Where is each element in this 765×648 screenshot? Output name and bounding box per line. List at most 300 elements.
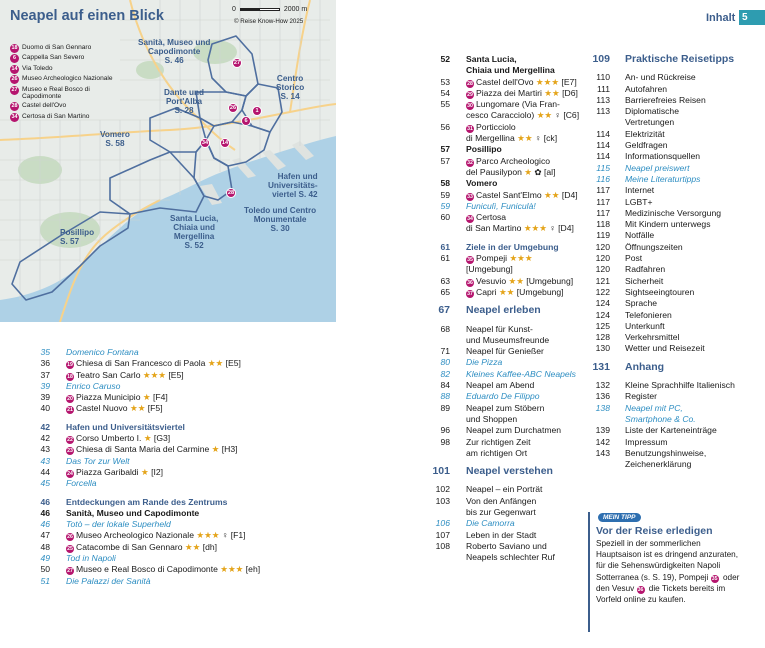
- toc-page-number: 125: [595, 320, 610, 331]
- toc-page-number: 114: [596, 128, 610, 139]
- toc-page-number: 42: [40, 433, 50, 444]
- legend-label: Cappella San Severo: [22, 54, 85, 62]
- toc-text: Das Tor zur Welt: [66, 455, 130, 466]
- toc-entry[interactable]: [426, 122, 592, 133]
- toc-text: [D6]: [559, 87, 578, 98]
- toc-entry[interactable]: [36, 564, 336, 575]
- toc-entry[interactable]: [426, 357, 592, 368]
- toc-entry-text: [466, 65, 592, 76]
- toc-text: [F5]: [145, 403, 163, 414]
- toc-entry-text: [625, 459, 748, 470]
- tip-text-2: oder den Vesuv: [596, 572, 740, 593]
- toc-entry[interactable]: [426, 466, 592, 477]
- toc-page-number: 124: [595, 298, 610, 309]
- toc-entry[interactable]: [426, 223, 592, 234]
- toc-text: Chiaia und Mergellina: [466, 65, 555, 76]
- toc-entry[interactable]: [592, 84, 748, 95]
- toc-entry[interactable]: [592, 391, 748, 402]
- legend-item: [10, 54, 118, 63]
- toc-entry-text: [466, 425, 592, 436]
- toc-entry[interactable]: [592, 95, 748, 106]
- toc-entry[interactable]: [426, 437, 592, 448]
- toc-entry[interactable]: [426, 507, 592, 518]
- toc-text: Internet: [625, 185, 655, 196]
- toc-text: Parco Archeologico: [476, 155, 551, 166]
- toc-text: [Umgebung]: [466, 264, 513, 275]
- toc-entry-text: [66, 433, 336, 444]
- toc-entry[interactable]: [592, 459, 748, 470]
- toc-entry[interactable]: [36, 347, 336, 358]
- toc-entry[interactable]: [36, 553, 336, 564]
- toc-entry[interactable]: [426, 212, 592, 223]
- toc-page-number: 39: [40, 392, 50, 403]
- toc-entry-text: [466, 99, 592, 110]
- toc-page-number: 56: [440, 121, 450, 132]
- toc-text: Enrico Caruso: [66, 380, 121, 391]
- toc-page-number: 84: [440, 380, 450, 391]
- toc-entry-text: [625, 72, 748, 83]
- toc-entry[interactable]: [592, 140, 748, 151]
- toc-page-number: 120: [595, 253, 610, 264]
- tip-pin-pompeji[interactable]: 35: [711, 575, 718, 582]
- toc-page-number: 98: [440, 436, 450, 447]
- toc-entry[interactable]: [592, 185, 748, 196]
- toc-entry[interactable]: [426, 369, 592, 380]
- toc-text: Neapel für Genießer: [466, 346, 544, 357]
- toc-entry[interactable]: [592, 310, 748, 321]
- toc-text: Diplomatische: [625, 106, 679, 117]
- toc-text: Domenico Fontana: [66, 347, 139, 357]
- star-rating-icon: ★: [142, 392, 151, 403]
- toc-text: Autofahren: [625, 83, 668, 94]
- toc-entry[interactable]: [426, 403, 592, 414]
- toc-page-number: 124: [595, 309, 610, 320]
- map-pin[interactable]: 34: [201, 140, 209, 146]
- toc-entry[interactable]: [36, 358, 336, 369]
- toc-entry[interactable]: [592, 332, 748, 343]
- toc-page-number: 111: [596, 83, 610, 94]
- toc-text: Neapel am Abend: [466, 380, 535, 391]
- map-pin[interactable]: 28: [227, 190, 235, 196]
- toc-text: Lungomare (Via Fran-: [476, 99, 560, 110]
- toc-entry[interactable]: [426, 201, 592, 212]
- toc-page-number: 60: [440, 212, 450, 223]
- toc-entry[interactable]: [592, 298, 748, 309]
- toc-page-number: 109: [592, 53, 610, 65]
- toc-text: [E7]: [559, 76, 577, 87]
- toc-text: Ziele in der Umgebung: [466, 241, 559, 252]
- toc-entry-text: [466, 507, 592, 518]
- toc-text: Telefonieren: [625, 309, 672, 320]
- toc-entry-text: [625, 276, 748, 287]
- toc-text: Radfahren: [625, 264, 666, 275]
- toc-entry[interactable]: [426, 425, 592, 436]
- toc-page-number: 67: [438, 304, 450, 317]
- sight-pin-icon: 20: [67, 396, 73, 403]
- toc-text: Pompeji: [476, 253, 510, 264]
- toc-text: Barrierefreies Reisen: [625, 94, 706, 105]
- star-rating-icon: ★★★: [142, 369, 166, 380]
- toc-text: Museo e Real Bosco di Capodimonte: [76, 564, 221, 575]
- star-rating-icon: ★★: [184, 541, 201, 552]
- toc-entry[interactable]: [426, 65, 592, 76]
- star-rating-icon: ★: [140, 466, 149, 477]
- toc-entry[interactable]: [426, 496, 592, 507]
- toc-text: Castel dell'Ovo: [476, 76, 536, 87]
- map-label-sanita[interactable]: [138, 38, 210, 65]
- toc-text: und Museumsfreunde: [466, 334, 550, 345]
- toc-column-1: [36, 347, 336, 587]
- toc-entry[interactable]: [426, 156, 592, 167]
- toc-page-number: 143: [595, 447, 610, 458]
- toc-entry[interactable]: [592, 362, 748, 373]
- map-label-santa-lucia[interactable]: [170, 214, 218, 250]
- toc-entry[interactable]: [592, 129, 748, 140]
- toc-entry-text: [66, 456, 336, 467]
- map-label-dante-text: Dante und Port'Alba S. 28: [164, 88, 205, 116]
- sight-pin-icon: 30: [467, 103, 473, 110]
- toc-text: Neapel preiswert: [625, 162, 690, 173]
- tip-text-3: die Tickets bereits im Vorfeld online zu kaufen.: [596, 583, 726, 605]
- sight-pin-icon: 27: [67, 568, 73, 575]
- toc-entry[interactable]: [426, 530, 592, 541]
- toc-page-number: 88: [440, 391, 450, 402]
- toc-text: Entdeckungen am Rande des Zentrums: [66, 496, 228, 507]
- toc-page-number: 53: [440, 76, 450, 87]
- map-label-dante[interactable]: [164, 88, 204, 115]
- toc-text: di San Martino: [466, 223, 524, 234]
- toc-text: Piazza Municipio: [76, 392, 143, 403]
- toc-entry-text: [466, 167, 592, 178]
- toc-text: Chiesa di Santa Maria del Carmine: [76, 444, 212, 455]
- map-label-centro-storico[interactable]: [276, 74, 304, 101]
- toc-entry[interactable]: [36, 542, 336, 553]
- toc-entry[interactable]: [592, 403, 748, 414]
- toc-entry-text: [625, 163, 748, 174]
- toc-text: Piazza Garibaldi: [76, 466, 141, 477]
- toc-text: ♀ [ck]: [532, 133, 558, 144]
- toc-entry[interactable]: [592, 425, 748, 436]
- toc-page-number: 49: [40, 553, 50, 564]
- toc-entry[interactable]: [426, 276, 592, 287]
- map-pin[interactable]: 27: [233, 60, 241, 66]
- toc-text: Sightseeingtouren: [625, 286, 695, 297]
- sight-pin-icon: 32: [467, 159, 473, 166]
- toc-page-number: 57: [440, 155, 450, 166]
- toc-entry[interactable]: [592, 197, 748, 208]
- toc-page-number: 47: [40, 530, 50, 541]
- toc-entry-text: [66, 497, 336, 508]
- toc-entry[interactable]: [36, 422, 336, 433]
- toc-entry[interactable]: [426, 144, 592, 155]
- toc-entry-text: [66, 553, 336, 564]
- toc-text: Kleine Sprachhilfe Italienisch: [625, 380, 735, 391]
- toc-entry[interactable]: [592, 230, 748, 241]
- toc-entry[interactable]: [426, 287, 592, 298]
- toc-entry[interactable]: [36, 497, 336, 508]
- toc-entry-text: [625, 448, 748, 459]
- map-title: Neapel auf einen Blick: [10, 8, 164, 24]
- toc-page-number: 36: [40, 358, 50, 369]
- toc-entry[interactable]: [36, 478, 336, 489]
- sight-pin-icon: 19: [67, 362, 73, 369]
- toc-page-number: 68: [440, 323, 450, 334]
- toc-entry[interactable]: [426, 253, 592, 264]
- toc-entry[interactable]: [426, 305, 592, 316]
- toc-page-number: 139: [595, 425, 610, 436]
- toc-page-number: 120: [595, 264, 610, 275]
- toc-text: Vesuvio: [476, 275, 509, 286]
- toc-page-number: 108: [435, 540, 450, 551]
- toc-page-number: 118: [596, 219, 610, 230]
- toc-entry[interactable]: [426, 190, 592, 201]
- toc-page-number: 82: [440, 368, 450, 379]
- toc-entry[interactable]: [36, 576, 336, 587]
- legend-pin-icon: 34: [11, 113, 18, 120]
- tip-pin-vesuv[interactable]: 36: [637, 586, 644, 593]
- toc-text: Zeichenerklärung: [625, 459, 692, 470]
- toc-text: ♀ [F1]: [219, 530, 246, 541]
- toc-entry[interactable]: [592, 264, 748, 275]
- toc-entry[interactable]: [426, 77, 592, 88]
- toc-entry[interactable]: [36, 519, 336, 530]
- toc-entry[interactable]: [36, 403, 336, 414]
- toc-page-number: 43: [40, 455, 50, 466]
- toc-text: Die Camorra: [466, 518, 515, 529]
- toc-entry[interactable]: [592, 253, 748, 264]
- toc-entry[interactable]: [426, 133, 592, 144]
- sight-pin-icon: 22: [67, 437, 73, 444]
- toc-entry[interactable]: [592, 117, 748, 128]
- toc-page-number: 42: [40, 421, 50, 432]
- toc-text: Posillipo: [466, 144, 502, 155]
- toc-spacer: [426, 317, 592, 324]
- toc-entry[interactable]: [36, 433, 336, 444]
- page-number-tab: 5: [739, 10, 765, 25]
- toc-entry-text: [625, 321, 748, 332]
- toc-page-number: 121: [595, 275, 610, 286]
- toc-entry-text: [466, 54, 592, 65]
- toc-entry[interactable]: [592, 380, 748, 391]
- toc-entry[interactable]: [426, 414, 592, 425]
- toc-page-number: 120: [595, 241, 610, 252]
- toc-text: Notfälle: [625, 230, 655, 241]
- toc-entry[interactable]: [426, 380, 592, 391]
- toc-text: [dh]: [200, 541, 218, 552]
- toc-entry[interactable]: [426, 346, 592, 357]
- star-rating-icon: ★★: [517, 133, 533, 144]
- toc-text: Tod in Napoli: [66, 553, 116, 564]
- toc-entry-text: [66, 444, 336, 455]
- star-rating-icon: ★★: [544, 87, 560, 98]
- toc-spacer: [36, 415, 336, 422]
- toc-entry-text: [466, 223, 592, 234]
- toc-text: [I2]: [148, 466, 164, 477]
- toc-entry[interactable]: [426, 335, 592, 346]
- map-pin[interactable]: 6: [241, 116, 251, 126]
- toc-entry-text: [625, 95, 748, 106]
- toc-entry-text: [66, 370, 336, 381]
- toc-entry[interactable]: [592, 414, 748, 425]
- toc-page-number: 80: [440, 357, 450, 368]
- toc-entry[interactable]: [426, 391, 592, 402]
- toc-entry-text: [466, 122, 592, 133]
- sight-pin-icon: 21: [67, 407, 73, 414]
- toc-page-number: 46: [40, 519, 50, 530]
- sight-pin-icon: 35: [467, 257, 473, 264]
- toc-text: Chiesa di San Francesco di Paola: [76, 358, 208, 369]
- map-label-vomero[interactable]: [100, 130, 130, 148]
- toc-page-number: 40: [40, 403, 50, 414]
- toc-text: di Mergellina: [466, 133, 518, 144]
- map-pin[interactable]: 1: [252, 106, 262, 116]
- toc-entry[interactable]: [592, 174, 748, 185]
- toc-page-number: 114: [596, 151, 610, 162]
- toc-page-number: 51: [40, 575, 50, 586]
- toc-text: Anhang: [625, 360, 665, 373]
- toc-text: Certosa: [476, 212, 507, 223]
- map-label-vomero-text: Vomero S. 58: [100, 130, 130, 149]
- toc-entry-text: [466, 156, 592, 167]
- toc-entry[interactable]: [426, 541, 592, 552]
- toc-text: Impressum: [625, 436, 668, 447]
- toc-entry[interactable]: [592, 276, 748, 287]
- map-label-posillipo[interactable]: [60, 228, 94, 246]
- toc-entry[interactable]: [426, 518, 592, 529]
- toc-entry[interactable]: [426, 54, 592, 65]
- toc-entry-text: [66, 403, 336, 414]
- toc-entry[interactable]: [592, 72, 748, 83]
- toc-entry-text: [66, 358, 336, 369]
- toc-page-number: 59: [440, 200, 450, 211]
- toc-text: Neapel – ein Porträt: [466, 484, 543, 495]
- toc-entry-text: [625, 298, 748, 309]
- map-label-hafen[interactable]: [268, 172, 318, 199]
- toc-entry-text: [466, 369, 592, 380]
- toc-entry-text: [466, 242, 592, 253]
- toc-entry[interactable]: [36, 508, 336, 519]
- legend-pin-icon: 6: [10, 54, 19, 63]
- legend-pin-icon: 14: [11, 65, 18, 72]
- toc-entry-text: [466, 305, 592, 316]
- toc-entry[interactable]: [592, 219, 748, 230]
- star-rating-icon: ★: [524, 166, 533, 177]
- toc-text: Castel Nuovo: [76, 403, 130, 414]
- toc-entry-text: [66, 392, 336, 403]
- toc-entry[interactable]: [592, 151, 748, 162]
- toc-text: Sprache: [625, 298, 658, 309]
- sight-pin-icon: 34: [467, 216, 473, 223]
- toc-entry[interactable]: [36, 392, 336, 403]
- toc-entry[interactable]: [592, 54, 748, 65]
- toc-text: An- und Rückreise: [625, 72, 696, 83]
- toc-entry-text: [625, 54, 748, 65]
- star-rating-icon: ★★: [129, 403, 146, 414]
- map-pin[interactable]: 14: [221, 140, 229, 146]
- toc-entry[interactable]: [426, 88, 592, 99]
- toc-entry-text: [625, 425, 748, 436]
- toc-page-number: 132: [595, 380, 610, 391]
- toc-page-number: 114: [596, 140, 610, 151]
- map-label-toledo[interactable]: [244, 206, 316, 233]
- toc-entry[interactable]: [426, 484, 592, 495]
- toc-entry[interactable]: [426, 99, 592, 110]
- map-copyright: © Reise Know-How 2025: [234, 18, 304, 25]
- tip-divider: [588, 512, 590, 632]
- toc-entry-text: [466, 88, 592, 99]
- toc-entry[interactable]: [592, 448, 748, 459]
- toc-text: Capri: [476, 286, 499, 297]
- toc-entry[interactable]: [426, 110, 592, 121]
- toc-entry[interactable]: [426, 178, 592, 189]
- toc-entry[interactable]: [36, 381, 336, 392]
- toc-text: cesco Caracciolo): [466, 110, 537, 121]
- toc-text: und Shoppen: [466, 413, 518, 424]
- toc-page-number: 61: [440, 241, 450, 252]
- toc-entry[interactable]: [592, 106, 748, 117]
- toc-entry-text: [625, 197, 748, 208]
- toc-entry-text: [66, 347, 336, 358]
- toc-page-number: 119: [596, 230, 610, 241]
- toc-text: Unterkunft: [625, 320, 665, 331]
- toc-entry[interactable]: [426, 242, 592, 253]
- toc-page-number: 117: [596, 185, 610, 196]
- toc-entry-text: [466, 287, 592, 298]
- toc-text: Die Pizza: [466, 357, 503, 368]
- toc-text: Mit Kindern unterwegs: [625, 219, 711, 230]
- toc-text: [D4]: [559, 189, 578, 200]
- toc-entry[interactable]: [426, 552, 592, 563]
- toc-text: Die Palazzi der Sanità: [66, 575, 151, 586]
- toc-page-number: 96: [440, 425, 450, 436]
- toc-entry[interactable]: [426, 264, 592, 275]
- sight-pin-icon: 29: [467, 91, 473, 98]
- toc-entry[interactable]: [592, 343, 748, 354]
- sight-pin-icon: 24: [67, 470, 73, 477]
- toc-page-number: 45: [40, 478, 50, 489]
- toc-entry-text: [466, 253, 592, 264]
- toc-entry[interactable]: [592, 437, 748, 448]
- toc-entry[interactable]: [592, 321, 748, 332]
- toc-text: Vertretungen: [625, 117, 675, 128]
- star-rating-icon: ★★★: [523, 223, 547, 234]
- toc-entry-text: [625, 343, 748, 354]
- toc-page-number: 107: [435, 529, 450, 540]
- toc-entry[interactable]: [426, 167, 592, 178]
- toc-entry[interactable]: [592, 242, 748, 253]
- toc-entry[interactable]: [592, 163, 748, 174]
- toc-entry[interactable]: [36, 530, 336, 541]
- toc-entry[interactable]: [426, 324, 592, 335]
- star-rating-icon: ★★: [207, 358, 224, 369]
- toc-entry[interactable]: [36, 467, 336, 478]
- toc-entry[interactable]: [36, 456, 336, 467]
- toc-entry[interactable]: [36, 444, 336, 455]
- toc-entry[interactable]: [592, 208, 748, 219]
- legend-item: [10, 113, 118, 122]
- toc-entry-text: [66, 381, 336, 392]
- toc-page-number: 113: [596, 106, 610, 117]
- sight-pin-icon: 31: [467, 125, 473, 132]
- toc-text: Benutzungshinweise,: [625, 447, 707, 458]
- toc-entry[interactable]: [426, 448, 592, 459]
- toc-spacer: [592, 373, 748, 380]
- legend-label: Museo Archeologico Nazionale: [22, 75, 113, 83]
- toc-entry[interactable]: [592, 287, 748, 298]
- map-pin[interactable]: 26: [229, 105, 237, 111]
- map-label-centro-text: Centro Storico S. 14: [276, 74, 305, 102]
- toc-entry[interactable]: [36, 370, 336, 381]
